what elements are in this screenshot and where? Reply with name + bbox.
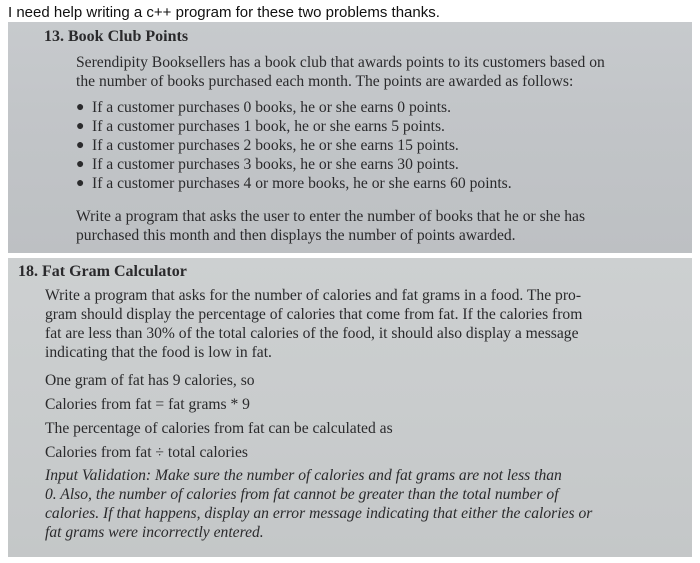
list-item: ● If a customer purchases 2 books, he or she earns 15 points. (76, 137, 459, 154)
bullet-icon: ● (76, 176, 85, 191)
list-item: ● If a customer purchases 4 or more books, he or she earns 60 points. (76, 175, 512, 192)
bullet-icon: ● (76, 157, 85, 172)
formula-2: Calories from fat ÷ total calories (45, 444, 248, 461)
list-item: ● If a customer purchases 3 books, he or she earns 30 points. (76, 156, 459, 173)
question-text: I need help writing a c++ program for these two problems thanks. (8, 4, 440, 21)
bullet-icon: ● (76, 119, 85, 134)
problem-18-title: 18. Fat Gram Calculator (18, 263, 187, 280)
input-validation (45, 466, 592, 542)
validation-line: calories. If that happens, display an error message indicating that either the calories or (45, 505, 593, 522)
problem-13-photo (8, 22, 692, 253)
problem-13-title: 13. Book Club Points (44, 28, 189, 45)
formula-intro: One gram of fat has 9 calories, so (45, 372, 255, 389)
bullet-icon: ● (76, 100, 85, 115)
problem-18-photo (8, 258, 692, 557)
validation-line: 0. Also, the number of calories from fat cannot be greater than the total number of (45, 486, 559, 503)
validation-line: fat grams were incorrectly entered. (45, 524, 264, 541)
problem-18-body (45, 286, 582, 362)
bullet-icon: ● (76, 138, 85, 153)
problem-13-intro (76, 53, 605, 91)
list-item: ● If a customer purchases 1 book, he or she earns 5 points. (76, 118, 445, 135)
body-line: Write a program that asks for the number of calories and fat grams in a food. The pro- (45, 287, 582, 304)
body-line: indicating that the food is low in fat. (45, 344, 272, 361)
intro-line: Serendipity Booksellers has a book club that awards points to its customers based on (76, 54, 605, 71)
formula-1: Calories from fat = fat grams * 9 (45, 396, 250, 413)
task-line: purchased this month and then displays the number of points awarded. (76, 227, 516, 244)
intro-line: the number of books purchased each month. The points are awarded as follows: (76, 73, 574, 90)
problem-13-task (76, 207, 585, 245)
validation-line: Input Validation: Make sure the number of calories and fat grams are not less than (45, 467, 562, 484)
body-line: gram should display the percentage of calories that come from fat. If the calories from (45, 306, 583, 323)
points-list (76, 98, 512, 193)
body-line: fat are less than 30% of the total calories of the food, it should also display a message (45, 325, 579, 342)
list-item: ● If a customer purchases 0 books, he or she earns 0 points. (76, 99, 451, 116)
task-line: Write a program that asks the user to enter the number of books that he or she has (76, 208, 586, 225)
percentage-intro: The percentage of calories from fat can be calculated as (45, 420, 393, 437)
